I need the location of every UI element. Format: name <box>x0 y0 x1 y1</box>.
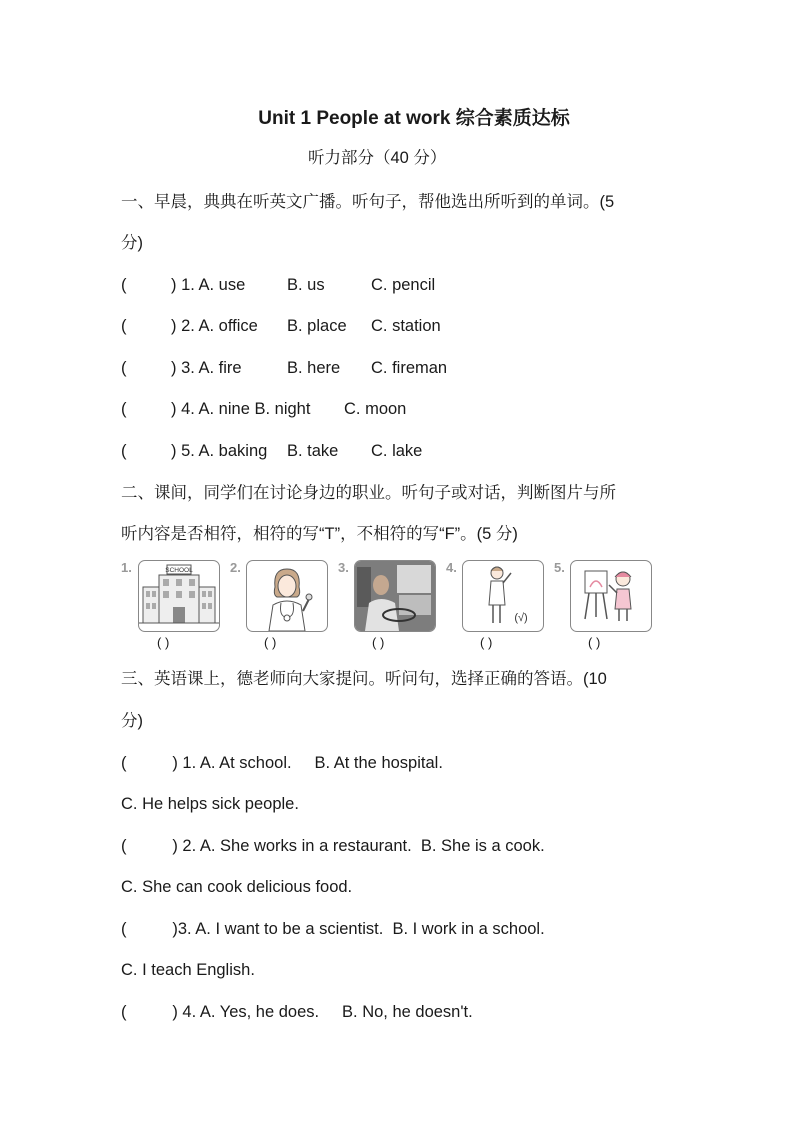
page-subtitle: 听力部分（40 分） <box>308 149 447 167</box>
section3-item: ( ) 1. A. At school. B. At the hospital. <box>121 754 443 772</box>
section1-item: ( ) 2. A. office B. place C. station <box>121 317 441 335</box>
section1-item: ( ) 1. A. use B. us C. pencil <box>121 276 436 294</box>
bus-driver-photo <box>354 560 436 632</box>
page-title: Unit 1 People at work 综合素质达标 <box>258 108 570 129</box>
section3-item: ( )3. A. I want to be a scientist. B. I work in a school. <box>121 920 545 938</box>
section3-heading: 三、英语课上，德老师向大家提问。听问句，选择正确的答语。(10 <box>121 670 607 688</box>
section3-item: ( ) 2. A. She works in a restaurant. B. She is a cook. <box>121 837 545 855</box>
answer-blank[interactable]: ( ) <box>372 635 385 650</box>
picture-number: 1. <box>121 560 132 575</box>
section1-heading: 一、早晨，典典在听英文广播。听句子，帮他选出所听到的单词。(5 <box>121 193 615 211</box>
answer-blank[interactable]: ( ) <box>157 635 170 650</box>
doctor-picture <box>246 560 328 632</box>
school-sign-label: SCHOOL <box>165 567 193 574</box>
section2-heading-cont: 听内容是否相符，相符的写“T”，不相符的写“F”。(5 分) <box>121 525 518 543</box>
picture-number: 4. <box>446 560 457 575</box>
picture-number: 5. <box>554 560 565 575</box>
section2-heading: 二、课间，同学们在讨论身边的职业。听句子或对话，判断图片与所 <box>121 484 616 502</box>
section3-option-c: C. He helps sick people. <box>121 795 299 813</box>
section3-item: ( ) 4. A. Yes, he does. B. No, he doesn't. <box>121 1003 473 1021</box>
answer-blank[interactable]: ( ) <box>588 635 601 650</box>
picture-number: 2. <box>230 560 241 575</box>
answer-blank[interactable]: ( ) <box>480 635 493 650</box>
teacher-picture <box>462 560 544 632</box>
answer-blank[interactable]: ( ) <box>264 635 277 650</box>
section3-option-c: C. I teach English. <box>121 961 255 979</box>
tick-label: (√) <box>514 612 528 624</box>
school-picture <box>138 560 220 632</box>
section1-item: ( ) 4. A. nine B. night C. moon <box>121 400 407 418</box>
section1-item: ( ) 5. A. baking B. take C. lake <box>121 442 423 460</box>
section1-heading-cont: 分) <box>121 234 143 252</box>
section3-option-c: C. She can cook delicious food. <box>121 878 353 896</box>
section3-heading-cont: 分) <box>121 712 143 730</box>
painter-picture <box>570 560 652 632</box>
section1-item: ( ) 3. A. fire B. here C. fireman <box>121 359 448 377</box>
picture-number: 3. <box>338 560 349 575</box>
